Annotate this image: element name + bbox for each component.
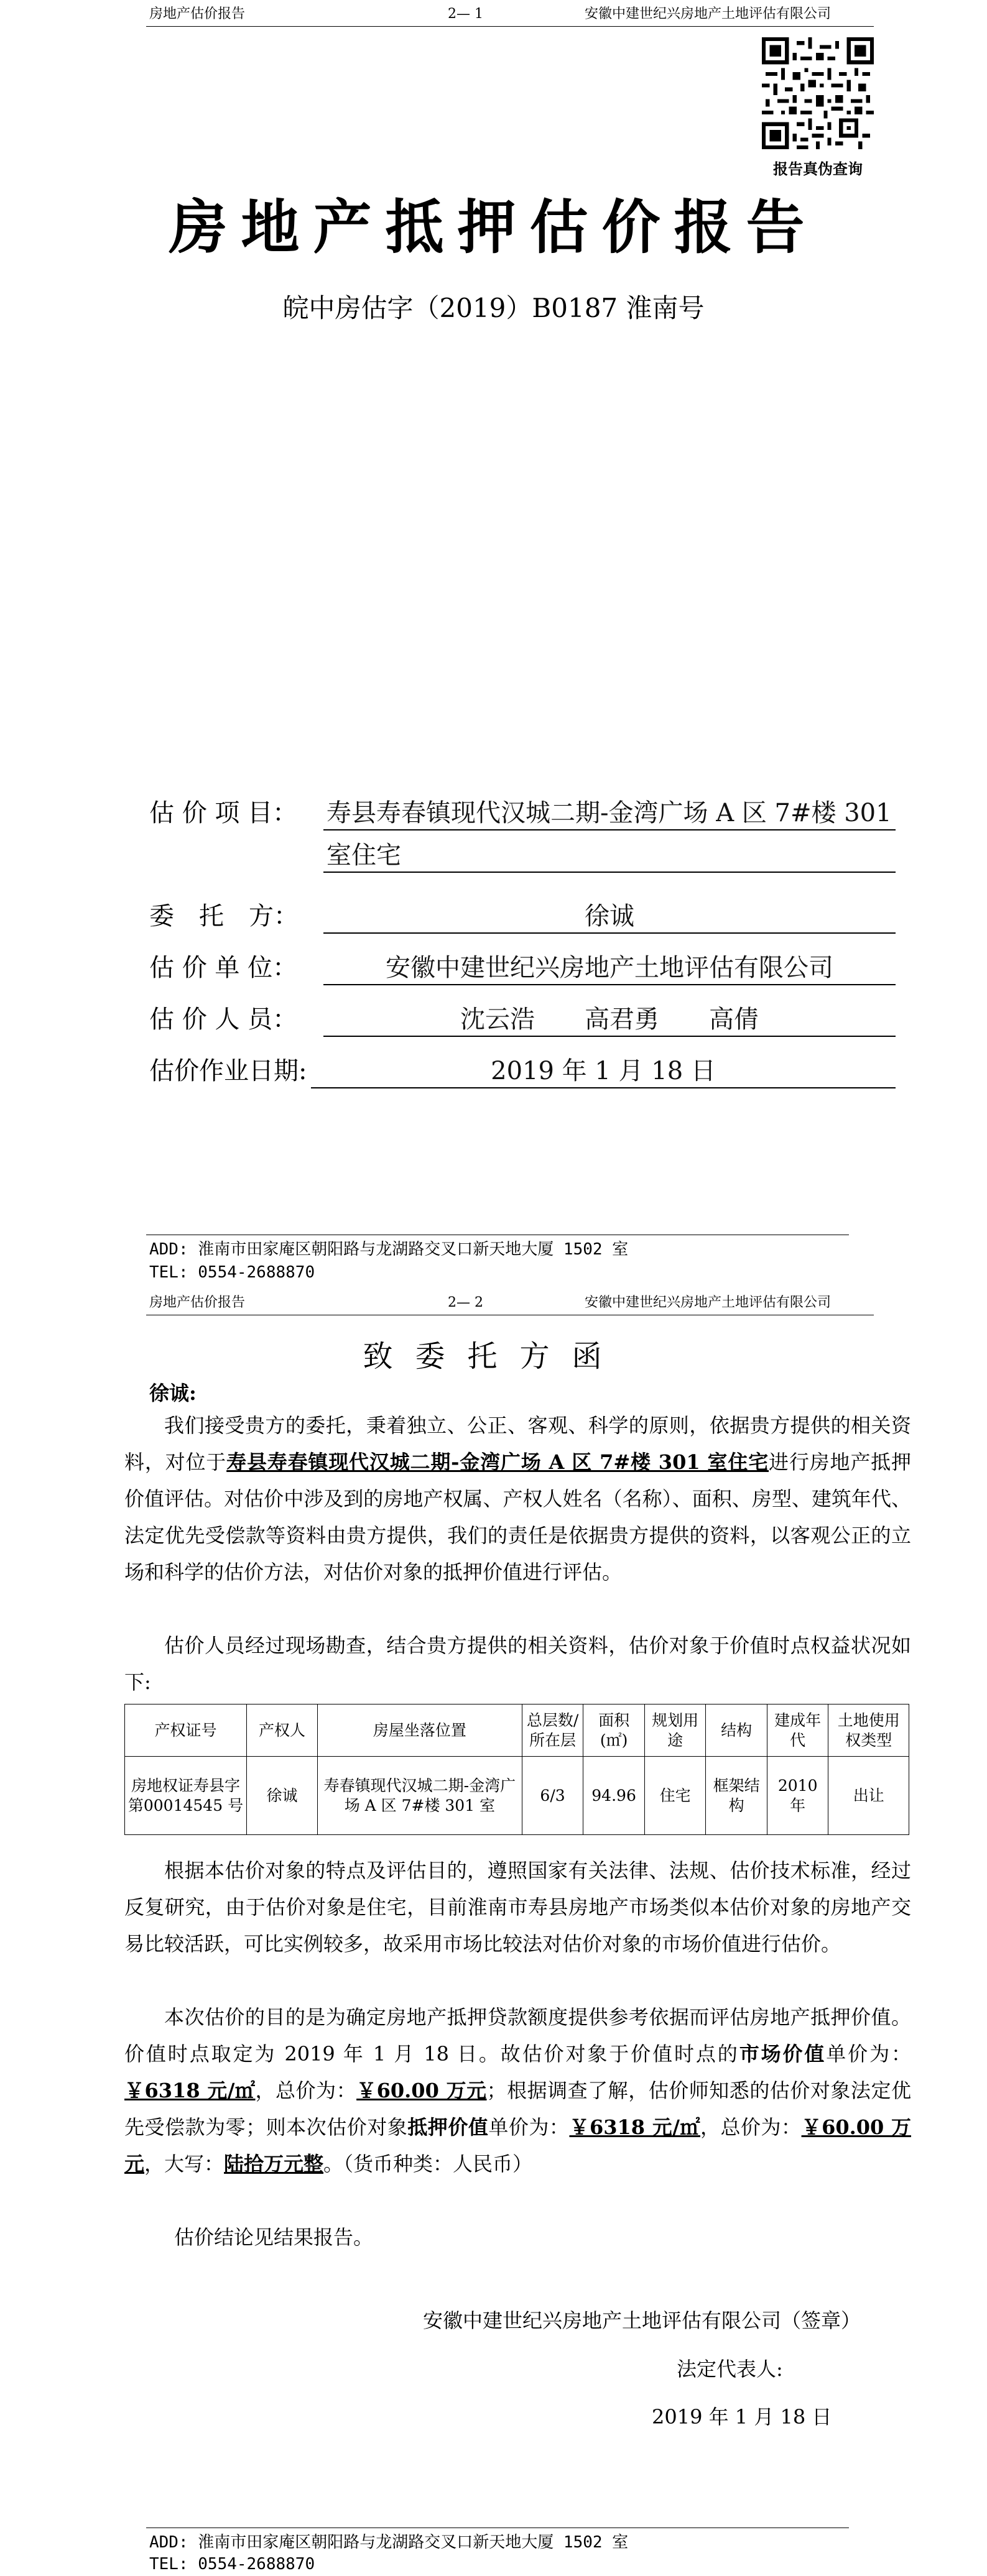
date-value: 2019 年 1 月 18 日 — [491, 1057, 716, 1085]
table-header-cell: 土地使用权类型 — [828, 1704, 909, 1757]
paragraph-2: 估价人员经过现场勘查，结合贵方提供的相关资料，估价对象于价值时点权益状况如下: — [124, 1634, 911, 1694]
market-unit-price: ￥6318 元/㎡ — [124, 2079, 256, 2102]
mortgage-value-term: 抵押价值 — [407, 2115, 489, 2139]
appraisers-value: 沈云浩 高君勇 高倩 — [460, 1005, 759, 1034]
letter-title: 致委托方函 — [363, 1339, 624, 1374]
page2-footer-address: ADD: 淮南市田家庵区朝阳路与龙湖路交叉口新天地大厦 1502 室 — [149, 2533, 629, 2552]
client-label: 委 托 方： — [149, 902, 299, 931]
table-header-cell: 产权证号 — [125, 1704, 247, 1757]
appraisers-label: 估 价 人 员： — [149, 1005, 298, 1034]
table-header-cell: 房屋坐落位置 — [317, 1704, 522, 1757]
salutation: 徐诚: — [149, 1381, 197, 1405]
table-cell: 框架结构 — [706, 1757, 767, 1835]
table-header-row — [125, 1704, 909, 1757]
project-label: 估 价 项 目： — [149, 799, 298, 827]
date-underline — [311, 1087, 896, 1088]
project-value-line2: 室住宅 — [327, 841, 401, 870]
market-value-term: 市场价值 — [739, 2042, 827, 2066]
page1-header-rule — [146, 26, 874, 27]
unit-underline — [323, 984, 896, 985]
property-address: 寿县寿春镇现代汉城二期-金湾广场 A 区 7#楼 301 室住宅 — [226, 1450, 769, 1474]
table-header-cell: 产权人 — [246, 1704, 317, 1757]
paragraph-5: 估价结论见结果报告。 — [174, 2225, 374, 2249]
paragraph-1: 我们接受贵方的委托，秉着独立、公正、客观、科学的原则，依据贵方提供的相关资料，对位于寿县寿春镇现代汉城二期-金湾广场 A 区 7#楼 301 室住宅进行房地产抵押价值评估。对估价中涉及到的房地产权属、产权人姓名（名称）、面积、房型、建筑年代、法定优先受偿款等资料由贵方提供，我们的责任是依据贵方提供的资料，以客观公正的立场和科学的估价方法，对估价对象的抵押价值进行评估。 — [124, 1414, 911, 1584]
table-cell: 94.96 — [583, 1757, 645, 1835]
project-underline-1 — [323, 829, 896, 830]
page1-header-page-number: 2— 1 — [448, 6, 483, 22]
page1-footer-tel: TEL: 0554-2688870 — [149, 1263, 315, 1282]
page1-header-right: 安徽中建世纪兴房地产土地评估有限公司 — [585, 6, 832, 22]
table-row — [125, 1757, 909, 1835]
property-rights-table — [124, 1704, 909, 1835]
table-header-cell: 面积(㎡) — [583, 1704, 645, 1757]
page1-header-left: 房地产估价报告 — [149, 6, 246, 22]
client-value: 徐诚 — [585, 902, 634, 931]
mortgage-total-price: ￥60.00 万元 — [124, 2115, 911, 2176]
unit-label: 估 价 单 位： — [149, 954, 298, 982]
report-title: 房地产抵押估价报告 — [169, 193, 818, 262]
amount-in-words: 陆拾万元整 — [224, 2152, 324, 2176]
project-value-line1: 寿县寿春镇现代汉城二期-金湾广场 A 区 7#楼 301 — [327, 799, 892, 827]
unit-value: 安徽中建世纪兴房地产土地评估有限公司 — [386, 954, 833, 982]
table-cell: 寿春镇现代汉城二期-金湾广场 A 区 7#楼 301 室 — [317, 1757, 522, 1835]
table-cell: 2010 年 — [767, 1757, 828, 1835]
table-cell: 住宅 — [644, 1757, 706, 1835]
page2-header-page-number: 2— 2 — [448, 1295, 483, 1310]
page2-footer-tel: TEL: 0554-2688870 — [149, 2555, 315, 2574]
table-cell: 出让 — [828, 1757, 909, 1835]
table-cell: 6/3 — [522, 1757, 583, 1835]
table-header-cell: 总层数/所在层 — [522, 1704, 583, 1757]
paragraph-4: 本次估价的目的是为确定房地产抵押贷款额度提供参考依据而评估房地产抵押价值。价值时点取定为 2019 年 1 月 18 日。故估价对象于价值时点的市场价值单价为：￥6318 元/㎡，总价为：￥60.00 万元；根据调查了解，估价师知悉的估价对象法定优先受偿款为零；则本次估价对象抵押价值单价为：￥6318 元/㎡，总价为：￥60.00 万元，大写：陆拾万元整。（货币种类：人民币） — [124, 2005, 911, 2176]
qr-code-icon — [762, 37, 874, 149]
appraisers-underline — [323, 1036, 896, 1037]
table-header-cell: 规划用途 — [644, 1704, 706, 1757]
table-header-cell: 结构 — [706, 1704, 767, 1757]
paragraph-3: 根据本估价对象的特点及评估目的，遵照国家有关法律、法规、估价技术标准，经过反复研究，由于估价对象是住宅，目前淮南市寿县房地产市场类似本估价对象的房地产交易比较活跃，可比实例较多，故采用市场比较法对估价对象的市场价值进行估价。 — [124, 1859, 911, 1956]
project-underline-2 — [323, 872, 896, 873]
date-label: 估价作业日期: — [149, 1057, 307, 1085]
qr-caption: 报告真伪查询 — [773, 160, 863, 178]
table-cell: 房地权证寿县字第00014545 号 — [125, 1757, 247, 1835]
mortgage-unit-price: ￥6318 元/㎡ — [569, 2115, 700, 2139]
signature-date: 2019 年 1 月 18 日 — [652, 2405, 832, 2429]
signature-representative: 法定代表人: — [677, 2357, 783, 2381]
page1-footer-address: ADD: 淮南市田家庵区朝阳路与龙湖路交叉口新天地大厦 1502 室 — [149, 1240, 629, 1259]
table-header-cell: 建成年代 — [767, 1704, 828, 1757]
signature-company: 安徽中建世纪兴房地产土地评估有限公司（签章） — [423, 2309, 861, 2332]
client-underline — [323, 932, 896, 934]
page2-header-right: 安徽中建世纪兴房地产土地评估有限公司 — [585, 1295, 832, 1310]
table-cell: 徐诚 — [246, 1757, 317, 1835]
page2-header-left: 房地产估价报告 — [149, 1295, 246, 1310]
document-number: 皖中房估字（2019）B0187 淮南号 — [282, 293, 705, 323]
market-total-price: ￥60.00 万元 — [356, 2079, 487, 2102]
